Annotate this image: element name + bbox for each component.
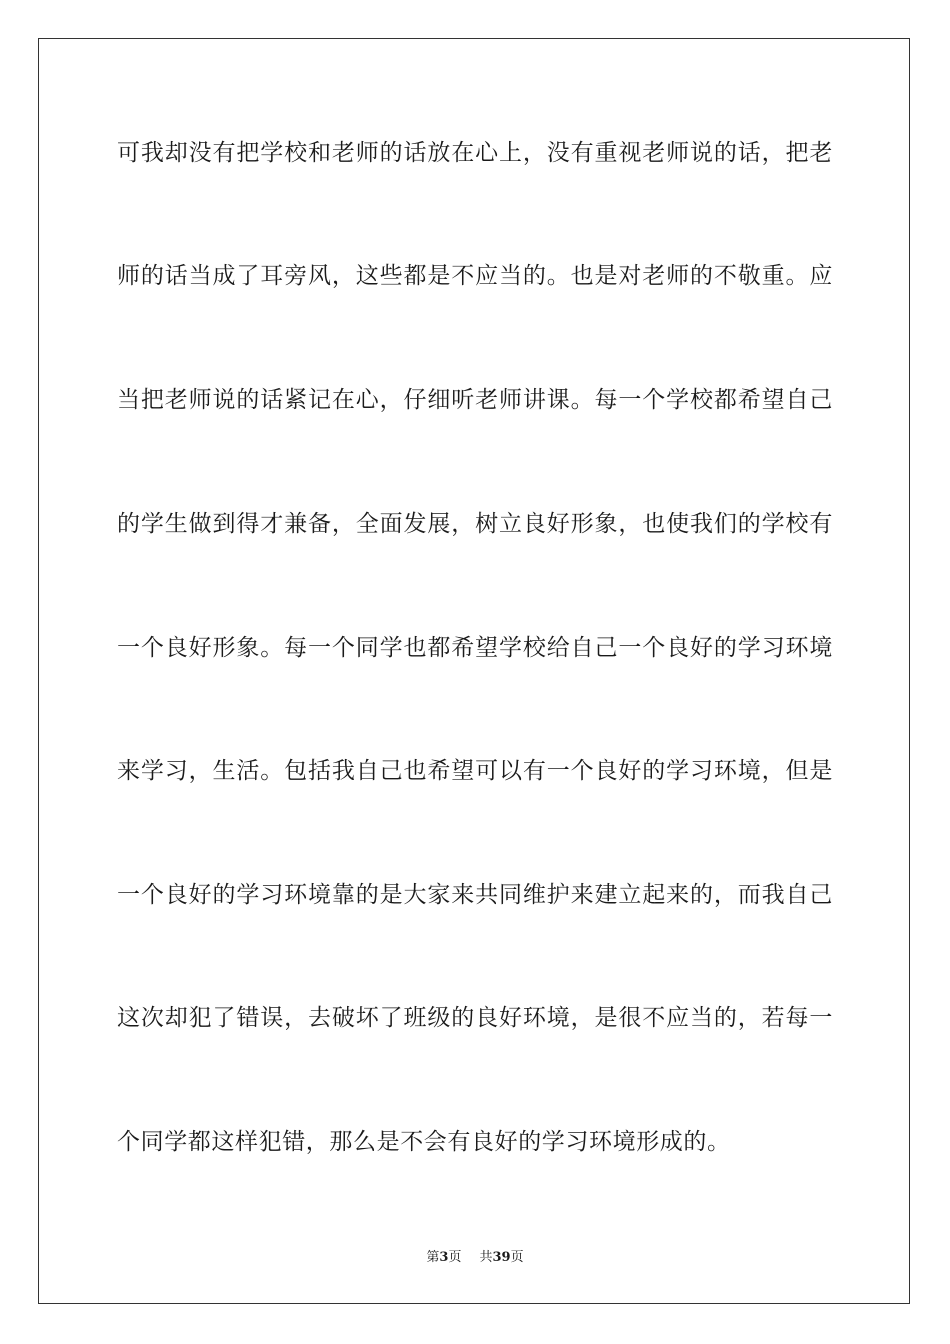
- body-line-4: 的学生做到得才兼备，全面发展，树立良好形象，也使我们的学校有: [117, 511, 833, 537]
- body-line-9: 个同学都这样犯错，那么是不会有良好的学习环境形成的。: [117, 1129, 731, 1155]
- page-number: 3: [439, 1250, 449, 1265]
- body-line-1: 可我却没有把学校和老师的话放在心上，没有重视老师说的话，把老: [117, 140, 833, 166]
- body-line-5: 一个良好形象。每一个同学也都希望学校给自己一个良好的学习环境: [117, 635, 833, 661]
- body-line-8: 这次却犯了错误，去破坏了班级的良好环境，是很不应当的，若每一: [117, 1005, 833, 1031]
- total-pages: 39: [492, 1250, 511, 1265]
- total-prefix: 共: [479, 1250, 493, 1265]
- page-border: [38, 38, 910, 1304]
- body-line-7: 一个良好的学习环境靠的是大家来共同维护来建立起来的，而我自己: [117, 882, 833, 908]
- page-footer: [0, 1250, 950, 1266]
- body-line-3: 当把老师说的话紧记在心，仔细听老师讲课。每一个学校都希望自己: [117, 387, 833, 413]
- page-suffix: 页: [448, 1250, 462, 1265]
- total-suffix: 页: [510, 1250, 524, 1265]
- body-line-2: 师的话当成了耳旁风，这些都是不应当的。也是对老师的不敬重。应: [117, 263, 833, 289]
- body-line-6: 来学习，生活。包括我自己也希望可以有一个良好的学习环境，但是: [117, 758, 833, 784]
- page-prefix: 第: [426, 1250, 440, 1265]
